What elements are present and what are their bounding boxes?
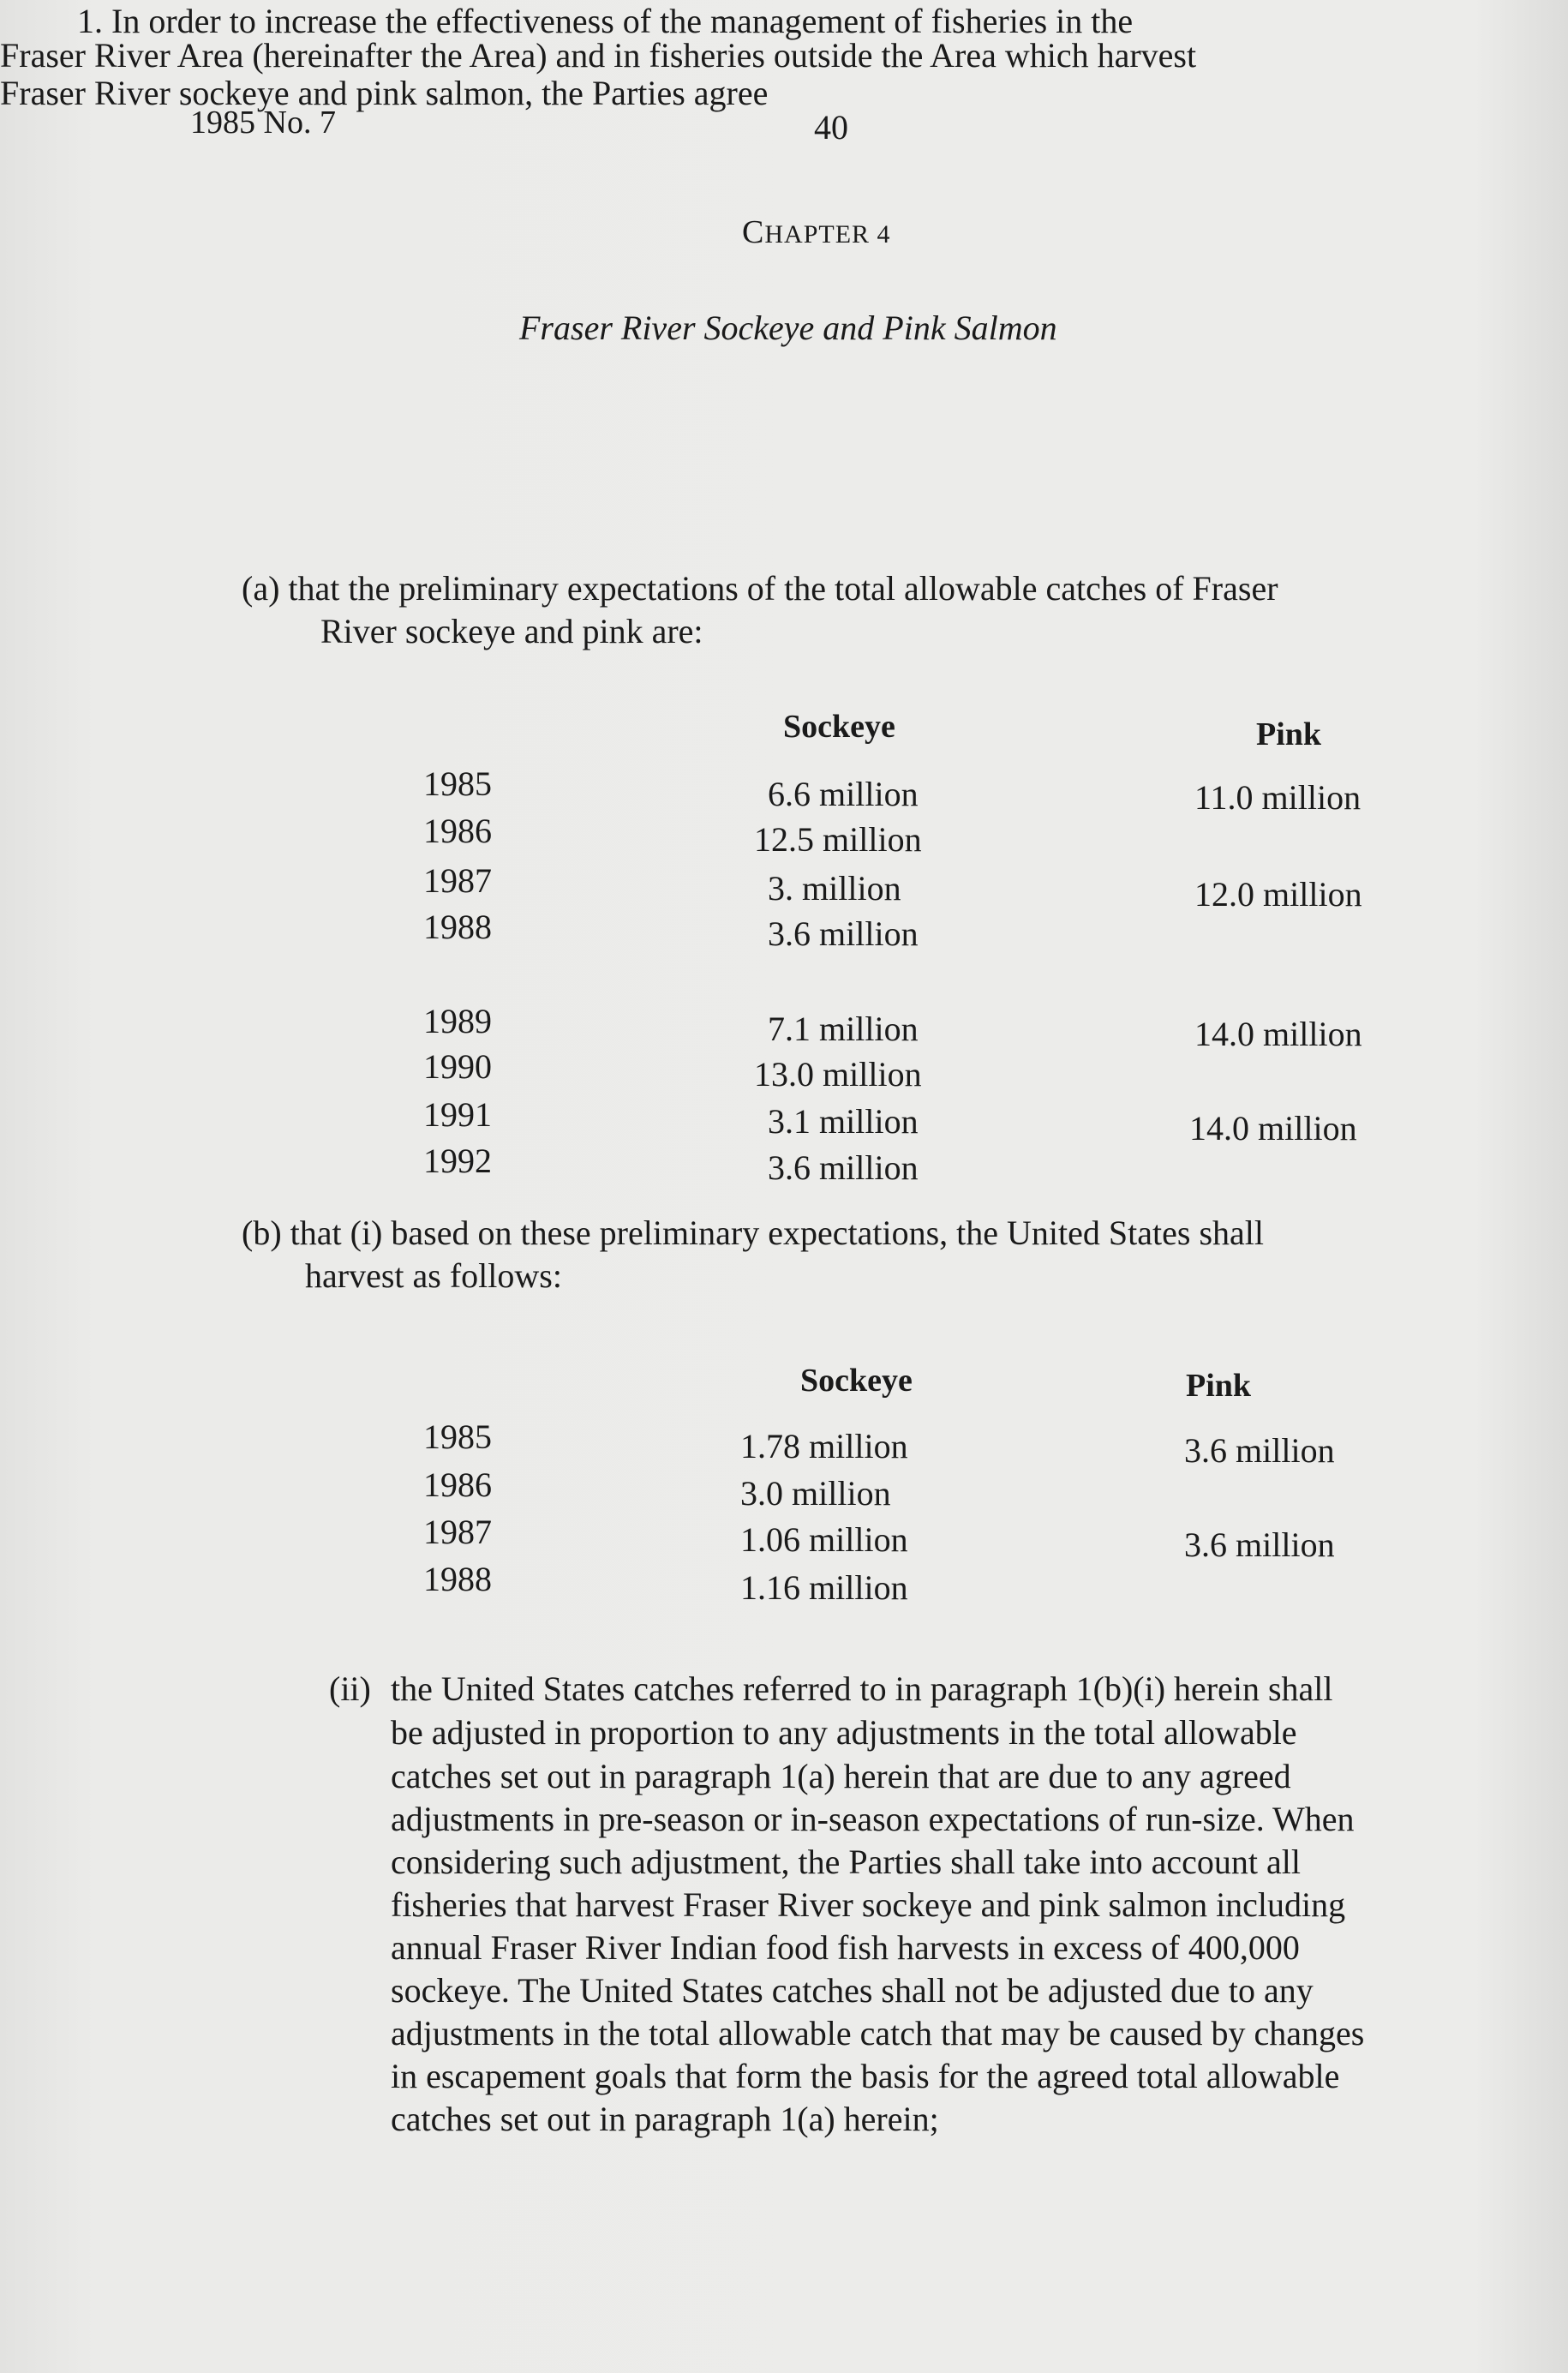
paragraph-line: in escapement goals that form the basis for the agreed total allowable [391, 2057, 1340, 2095]
table-a-year: 1989 [423, 1002, 492, 1040]
table-a-header-sockeye: Sockeye [783, 709, 895, 745]
paragraph-line: annual Fraser River Indian food fish harvests in excess of 400,000 [391, 1928, 1300, 1967]
chapter-subtitle: Fraser River Sockeye and Pink Salmon [519, 309, 1057, 347]
table-b-sockeye: 1.06 million [740, 1520, 908, 1559]
table-a-pink: 11.0 million [1194, 778, 1362, 817]
item-b-line: harvest as follows: [305, 1256, 562, 1295]
table-b-year: 1988 [423, 1560, 492, 1598]
table-a-year: 1987 [423, 861, 492, 900]
table-b-header-pink: Pink [1186, 1368, 1252, 1404]
paragraph-line: catches set out in paragraph 1(a) herein; [391, 2100, 939, 2138]
table-a-pink: 14.0 million [1194, 1015, 1362, 1053]
paragraph-line: fisheries that harvest Fraser River sockeye and pink salmon including [391, 1885, 1346, 1924]
table-a-pink: 12.0 million [1194, 875, 1362, 914]
table-a-year: 1991 [423, 1095, 492, 1134]
table-a-year: 1985 [423, 764, 492, 803]
page-number: 40 [814, 108, 848, 147]
paragraph-line: the United States catches referred to in paragraph 1(b)(i) herein shall [391, 1669, 1333, 1708]
paragraph-line: catches set out in paragraph 1(a) herein that are due to any agreed [391, 1757, 1291, 1795]
table-a-sockeye: 7.1 million [768, 1010, 919, 1048]
table-b-sockeye: 1.16 million [740, 1568, 908, 1607]
item-b-ii-label: (ii) [329, 1669, 371, 1708]
chapter-rest: HAPTER 4 [764, 220, 891, 249]
paragraph-line: Fraser River Area (hereinafter the Area) and in fisheries outside the Area which harvest [0, 36, 1197, 75]
item-a-line: (a) that the preliminary expectations of the total allowable catches of Fraser [242, 569, 1278, 608]
table-b-pink: 3.6 million [1184, 1525, 1335, 1564]
table-a-sockeye: 6.6 million [768, 775, 919, 813]
paragraph-line: adjustments in the total allowable catch that may be caused by changes [391, 2014, 1365, 2052]
document-reference: 1985 No. 7 [190, 105, 336, 141]
paragraph-line: 1. In order to increase the effectiveness of the management of fisheries in the [77, 2, 1134, 40]
table-a-sockeye: 3.1 million [768, 1102, 919, 1141]
chapter-heading [742, 211, 891, 256]
chapter-initial: C [742, 214, 765, 250]
paragraph-line: be adjusted in proportion to any adjustments in the total allowable [391, 1713, 1297, 1752]
table-b-year: 1985 [423, 1417, 492, 1456]
table-b-year: 1987 [423, 1513, 492, 1551]
table-a-year: 1992 [423, 1142, 492, 1180]
paragraph-line: considering such adjustment, the Parties shall take into account all [391, 1843, 1301, 1881]
table-b-sockeye: 1.78 million [740, 1427, 908, 1465]
table-b-sockeye: 3.0 million [740, 1474, 891, 1513]
table-b-year: 1986 [423, 1465, 492, 1504]
item-a-line: River sockeye and pink are: [320, 612, 703, 650]
table-a-pink: 14.0 million [1189, 1109, 1357, 1148]
table-a-sockeye: 3.6 million [768, 914, 919, 953]
table-a-year: 1990 [423, 1047, 492, 1086]
table-a-sockeye: 3. million [768, 869, 901, 908]
item-b-line: (b) that (i) based on these preliminary expectations, the United States shall [242, 1213, 1264, 1252]
paragraph-line: sockeye. The United States catches shall not be adjusted due to any [391, 1971, 1314, 2010]
table-a-sockeye: 13.0 million [754, 1055, 922, 1094]
table-a-sockeye: 12.5 million [754, 820, 922, 859]
paragraph-line: adjustments in pre-season or in-season expectations of run-size. When [391, 1800, 1355, 1838]
table-b-header-sockeye: Sockeye [800, 1363, 913, 1399]
table-b-pink: 3.6 million [1184, 1431, 1335, 1470]
table-a-header-pink: Pink [1256, 716, 1322, 752]
paragraph-line: Fraser River sockeye and pink salmon, the Parties agree [0, 74, 769, 112]
table-a-year: 1988 [423, 908, 492, 946]
table-a-year: 1986 [423, 812, 492, 850]
table-a-sockeye: 3.6 million [768, 1148, 919, 1187]
